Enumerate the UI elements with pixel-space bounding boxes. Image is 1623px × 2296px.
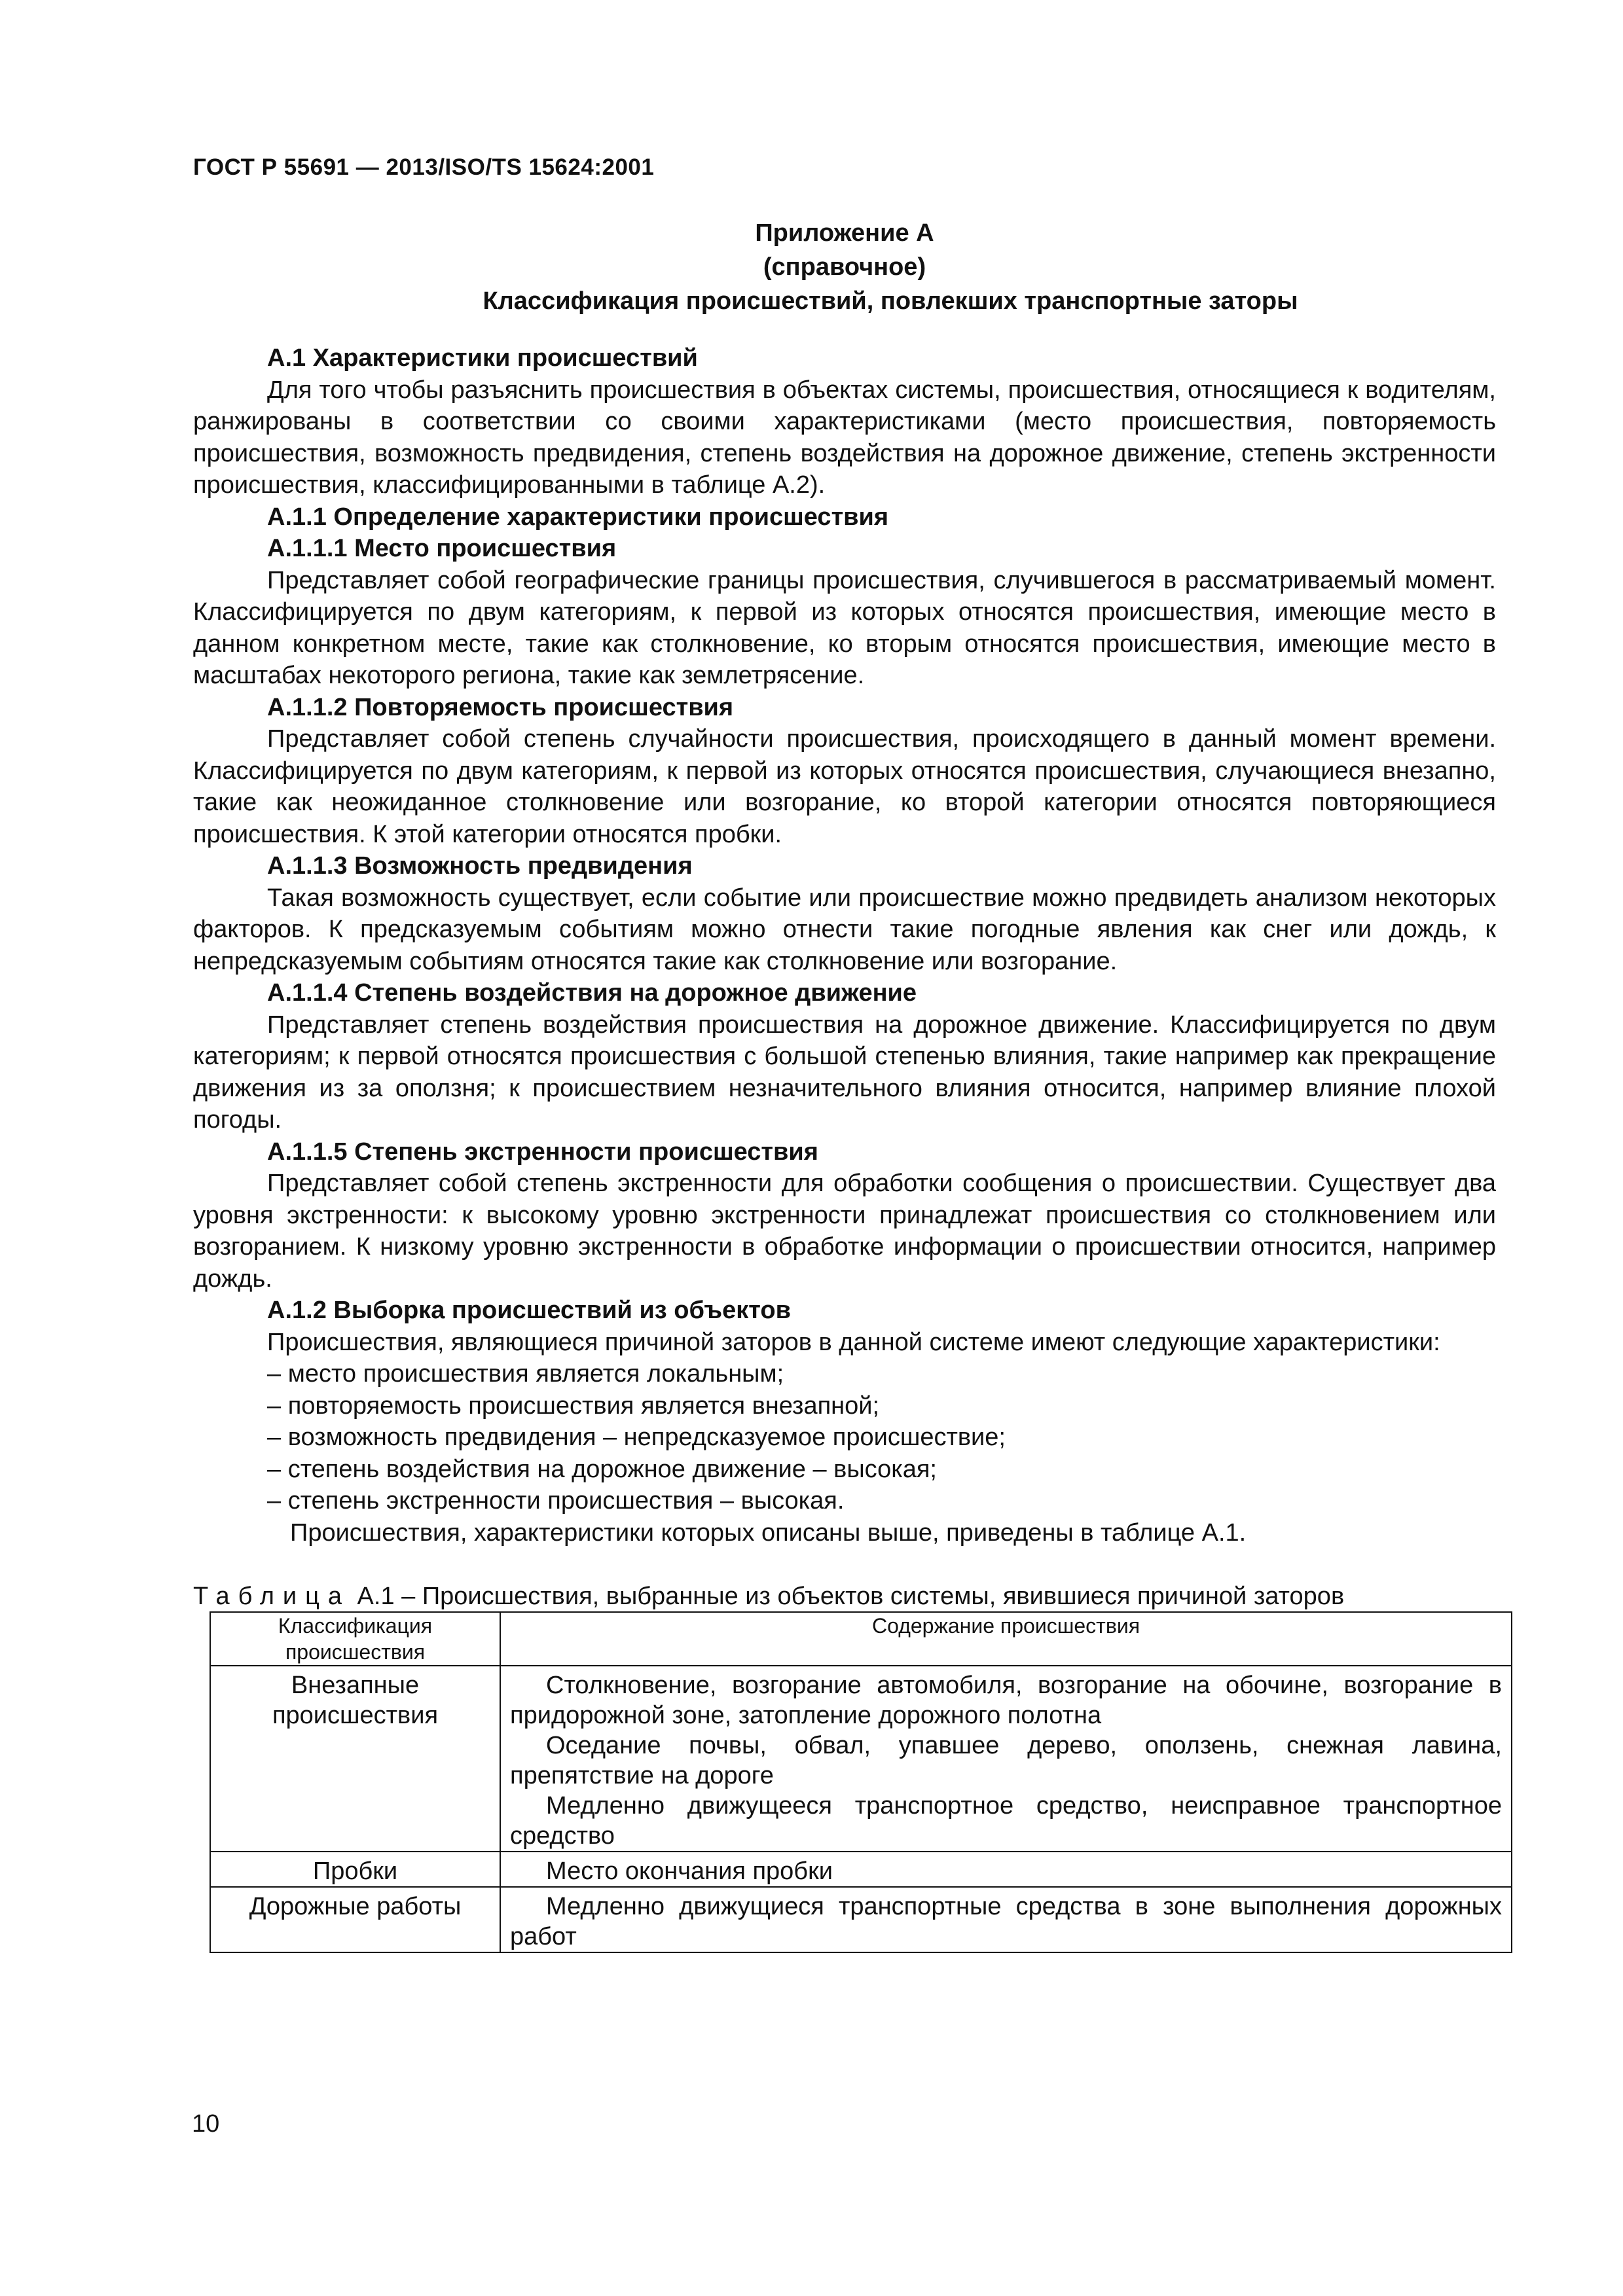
column-header-content: Содержание происшествия [500,1612,1512,1666]
list-item: – повторяемость происшествия является внезапной; [267,1391,880,1420]
standard-header: ГОСТ Р 55691 — 2013/ISO/TS 15624:2001 [193,154,655,180]
table-header-row [210,1612,1512,1666]
page-number: 10 [192,2110,220,2138]
content-line: Медленно движущиеся транспортные средства в зоне выполнения дорожных работ [510,1893,1502,1950]
section-a112-text: Представляет собой степень случайности происшествия, происходящего в данный момент времени. Классифицируется по двум категориям, к первой из которых относятся происшествия, случающиеся внезапно, такие как неожиданное столкновение или возгорание, ко второй категории относятся повторяющиеся происшествия. К этой категории относятся пробки. [193,725,1496,848]
section-a12-outro: Происшествия, характеристики которых описаны выше, приведены в таблице А.1. [290,1518,1247,1547]
table-caption-word: Таблица [193,1583,350,1610]
content-cell [500,1666,1512,1852]
section-a115-heading: А.1.1.5 Степень экстренности происшествия [267,1138,818,1166]
content-cell [500,1887,1512,1952]
section-a12-intro: Происшествия, являющиеся причиной заторов в данной системе имеют следующие характеристики: [267,1328,1440,1356]
section-a12-heading: А.1.2 Выборка происшествий из объектов [267,1297,791,1324]
category-cell: Пробки [210,1852,500,1887]
characteristics-list [193,1358,1496,1517]
appendix-heading [193,216,1496,318]
section-a111-text: Представляет собой географические границы происшествия, случившегося в рассматриваемый момент. Классифицируется по двум категориям, к первой из которых относятся происшествия, имеющие место в данном конкретном месте, такие как столкновение, ко вторым относятся происшествия, имеющие место в масштабах некоторого региона, такие как землетрясение. [193,566,1496,689]
list-item: – степень экстренности происшествия – высокая. [267,1487,845,1515]
section-a1-heading: А.1 Характеристики происшествий [267,344,698,372]
section-a111-heading: А.1.1.1 Место происшествия [267,535,617,562]
column-header-classification: Классификация происшествия [210,1612,500,1666]
table-row [210,1852,1512,1887]
content-cell [500,1852,1512,1887]
appendix-label: Приложение А [755,219,934,247]
content-line: Медленно движущееся транспортное средство, неисправное транспортное средство [510,1792,1502,1850]
appendix-title: Классификация происшествий, повлекших транспортные заторы [483,287,1298,315]
content-line: Столкновение, возгорание автомобиля, возгорание на обочине, возгорание в придорожной зоне, затопление дорожного полотна [510,1672,1502,1729]
section-a113-heading: А.1.1.3 Возможность предвидения [267,852,693,880]
section-a113-text: Такая возможность существует, если событие или происшествие можно предвидеть анализом некоторых факторов. К предсказуемым событиям можно отнести такие погодные явления как снег или дождь, к непредсказуемым событиям относятся такие как столкновение или возгорание. [193,884,1496,975]
section-a11-heading: А.1.1 Определение характеристики происшествия [267,503,889,531]
category-cell: Дорожные работы [210,1887,500,1952]
section-a114-text: Представляет степень воздействия происшествия на дорожное движение. Классифицируется по двум категориям; к первой относятся происшествия с большой степенью влияния, такие например как прекращение движения из за оползня; к происшествием незначительного влияния относится, например влияние плохой погоды. [193,1011,1496,1134]
incident-table [210,1611,1512,1953]
category-cell: Внезапные происшествия [210,1666,500,1852]
appendix-kind: (справочное) [763,253,926,281]
list-item: – степень воздействия на дорожное движение – высокая; [267,1455,937,1483]
table-row [210,1887,1512,1952]
document-body [193,342,1496,1549]
section-a114-heading: А.1.1.4 Степень воздействия на дорожное движение [267,979,917,1007]
section-a1-text: Для того чтобы разъяснить происшествия в объектах системы, происшествия, относящиеся к водителям, ранжированы в соответствии со своими характеристиками (место происшествия, повторяемость происшествия, возможность предвидения, степень воздействия на дорожное движение, степень экстренности происшествия, классифицированными в таблице А.2). [193,376,1496,499]
section-a112-heading: А.1.1.2 Повторяемость происшествия [267,693,734,721]
section-a115-text: Представляет собой степень экстренности для обработки сообщения о происшествии. Существует два уровня экстренности: к высокому уровню экстренности принадлежат происшествия со столкновением или возгоранием. К низкому уровню экстренности в обработке информации о происшествии относится, например дождь. [193,1170,1496,1293]
table-row [210,1666,1512,1852]
table-caption [193,1583,1344,1611]
table-caption-text: А.1 – Происшествия, выбранные из объектов системы, явившиеся причиной заторов [350,1583,1345,1610]
list-item: – возможность предвидения – непредсказуемое происшествие; [267,1424,1006,1451]
list-item: – место происшествия является локальным; [267,1360,784,1388]
content-line: Оседание почвы, обвал, упавшее дерево, оползень, снежная лавина, препятствие на дороге [510,1732,1502,1789]
content-line: Место окончания пробки [546,1857,833,1885]
